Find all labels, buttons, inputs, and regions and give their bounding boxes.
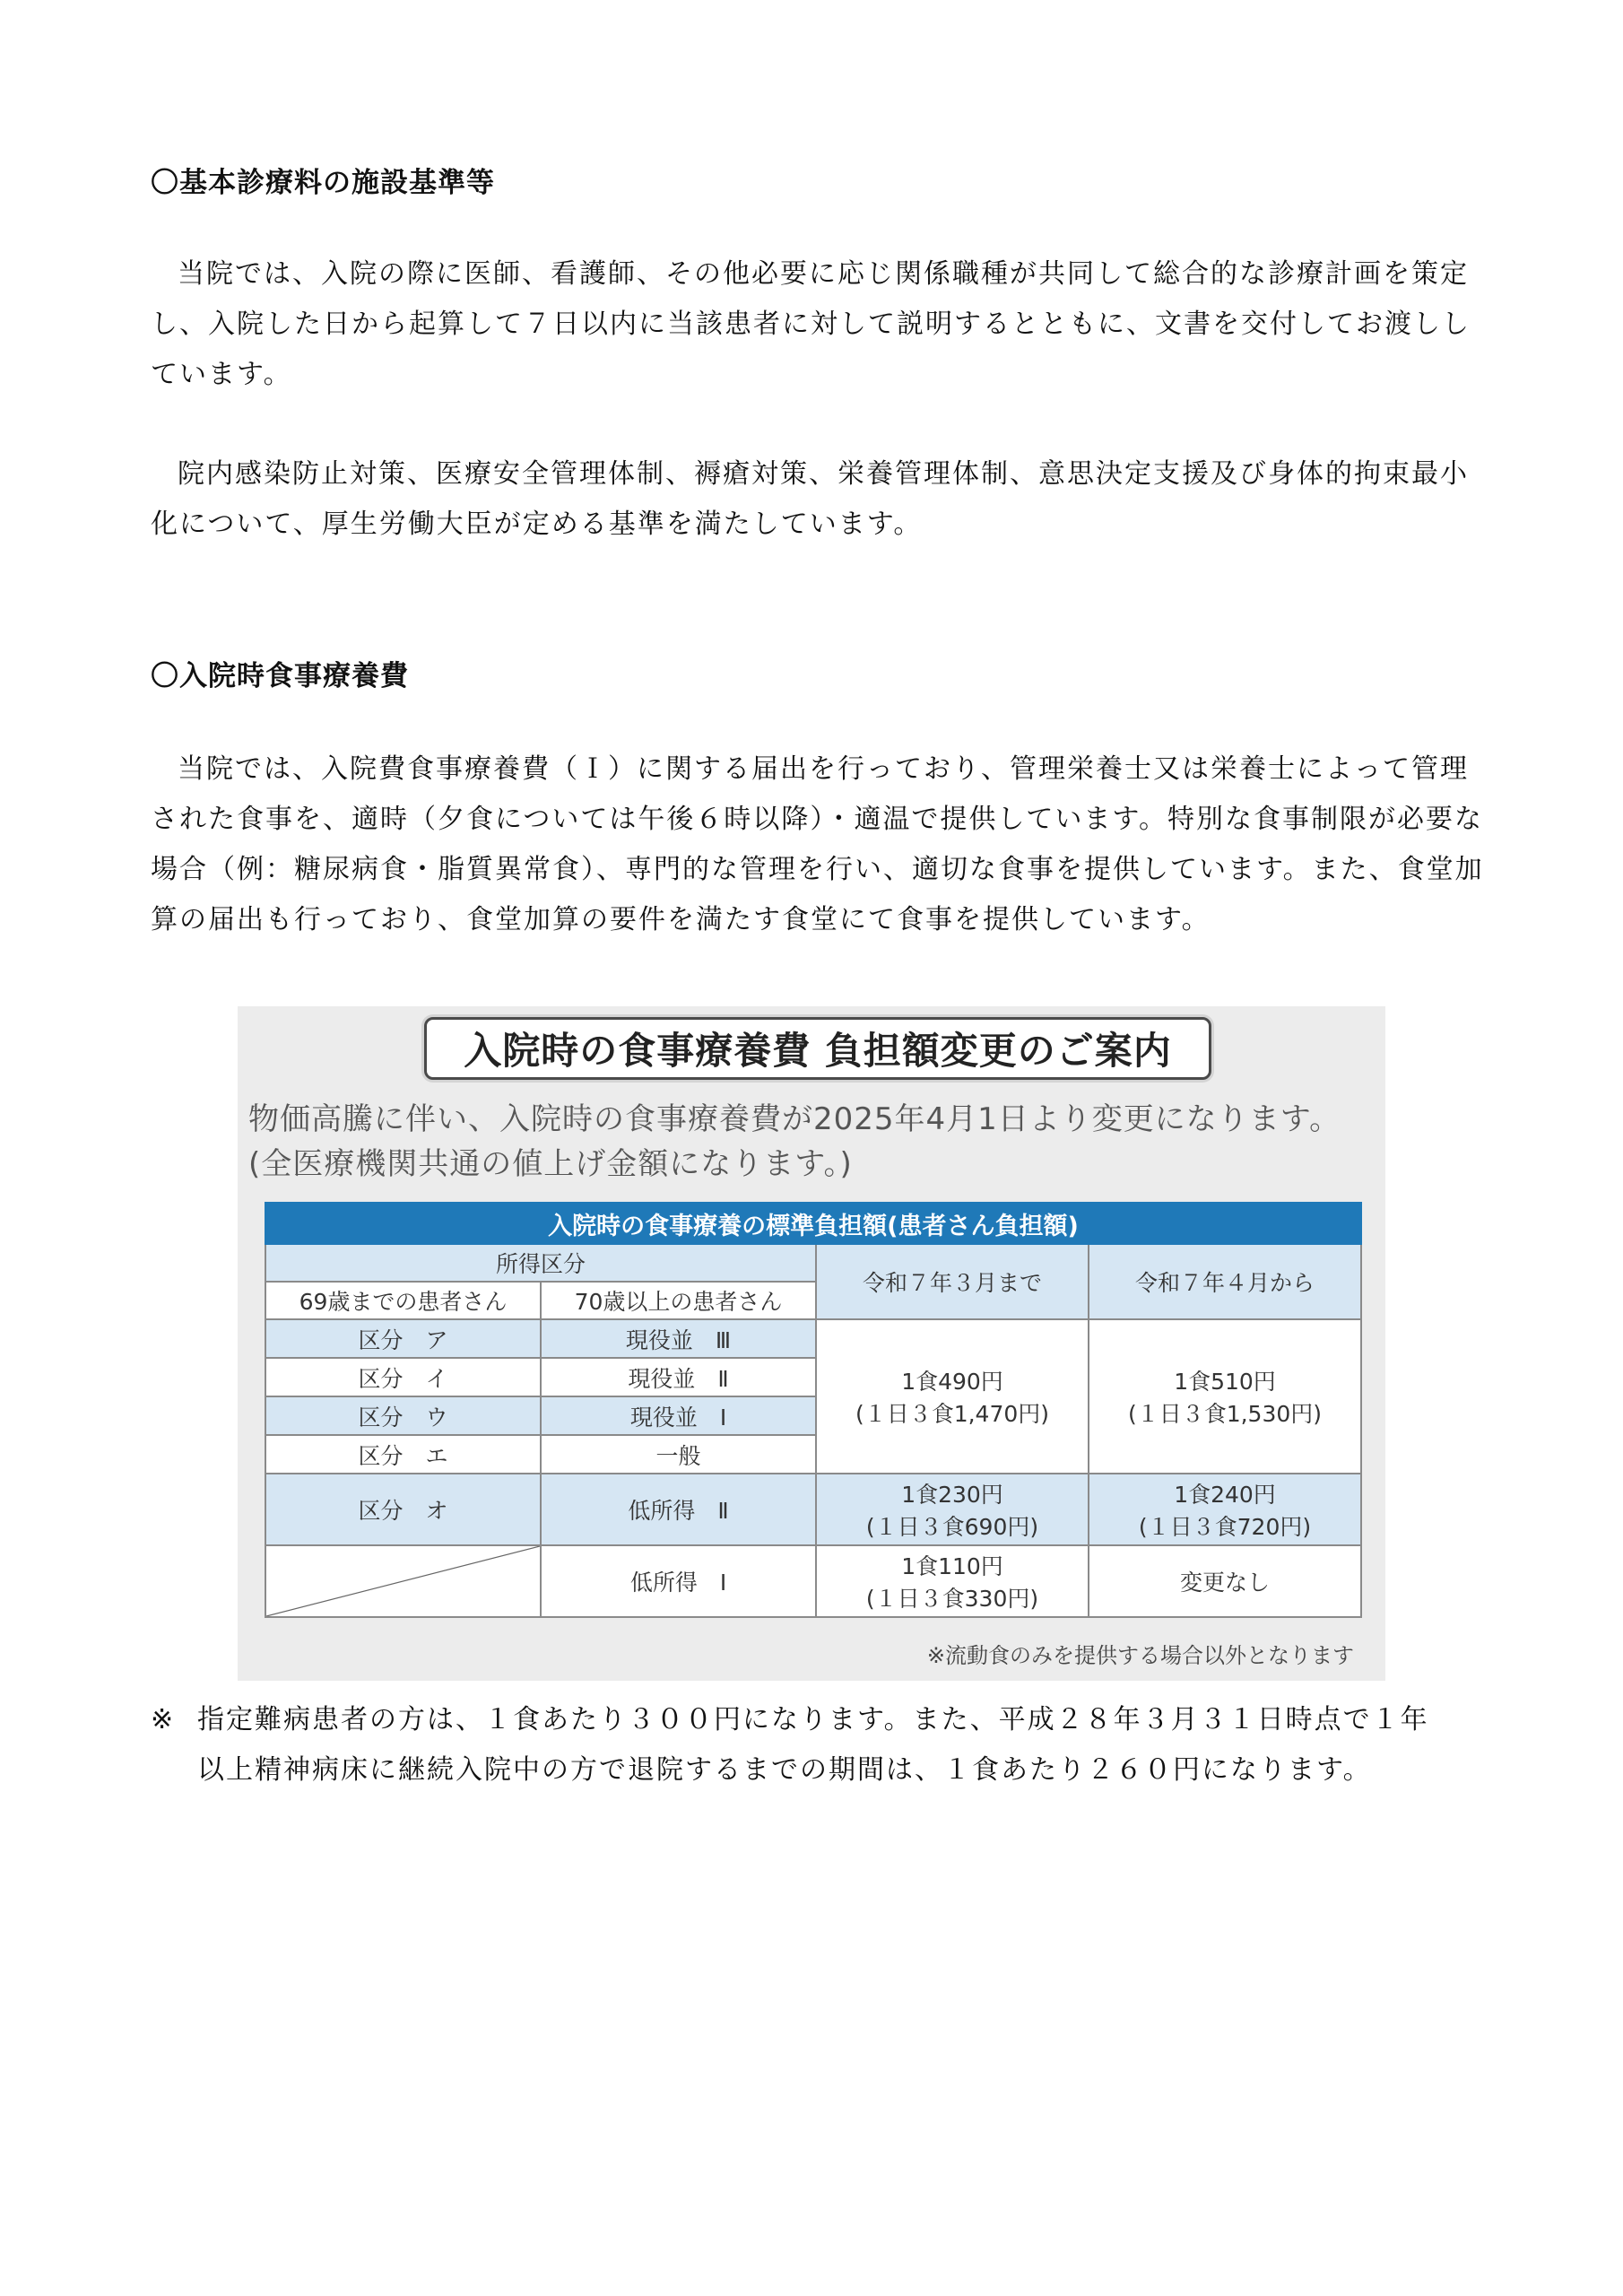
table-row <box>265 1319 1361 1358</box>
fee-change-notice <box>238 1006 1385 1681</box>
text-line: 化について、厚生労働大臣が定める基準を満たしています。 <box>151 509 923 540</box>
table-row <box>265 1545 1361 1617</box>
text-line: し、入院した日から起算して７日以内に当該患者に対して説明するとともに、文書を交付してお渡しし <box>151 309 1471 340</box>
fee-value: 1食510円 <box>1174 1369 1276 1395</box>
row-under69-category: 区分 ウ <box>265 1396 541 1435</box>
table-row <box>265 1474 1361 1545</box>
footnote-line: 以上精神病床に継続入院中の方で退院するまでの期間は、１食あたり２６０円になります。 <box>197 1754 1372 1786</box>
row5-before-cell <box>816 1474 1089 1545</box>
footnote <box>151 1695 1496 1796</box>
after-header: 令和７年４月から <box>1089 1244 1361 1319</box>
row-over70-category: 現役並 Ⅲ <box>541 1319 816 1358</box>
row-over70-category: 現役並 Ⅱ <box>541 1358 816 1396</box>
row-under69-category: 区分 イ <box>265 1358 541 1396</box>
fee-daily-value: (１日３食330円) <box>865 1586 1039 1612</box>
row-over70-category: 一般 <box>541 1435 816 1474</box>
group1-after-cell <box>1089 1319 1361 1474</box>
notice-subtitle-note: (全医療機関共通の値上げ金額になります。) <box>248 1146 853 1182</box>
income-category-header: 所得区分 <box>265 1244 816 1282</box>
fee-daily-value: (１日３食720円) <box>1138 1514 1312 1540</box>
row-under69-category: 区分 ア <box>265 1319 541 1358</box>
fee-daily-value: (１日３食1,530円) <box>1127 1401 1323 1427</box>
fee-daily-value: (１日３食1,470円) <box>855 1401 1050 1427</box>
row-over70-category: 低所得 Ⅱ <box>541 1474 816 1545</box>
fee-table <box>265 1202 1362 1618</box>
before-header: 令和７年３月まで <box>816 1244 1089 1319</box>
footnote-line: 指定難病患者の方は、１食あたり３００円になります。また、平成２８年３月３１日時点で１年 <box>197 1704 1429 1735</box>
fee-daily-value: (１日３食690円) <box>865 1514 1039 1540</box>
fee-value: 1食110円 <box>901 1553 1003 1579</box>
paragraph-care-plan <box>151 249 1487 400</box>
fee-value: 1食230円 <box>901 1482 1003 1508</box>
over70-header: 70歳以上の患者さん <box>541 1282 816 1319</box>
text-line: 場合（例：糖尿病食・脂質異常食）、専門的な管理を行い、適切な食事を提供しています。また、食堂加 <box>151 854 1484 885</box>
text-line: された食事を、適時（夕食については午後６時以降）・適温で提供しています。特別な食事制限が必要な <box>151 804 1483 835</box>
footnote-mark: ※ <box>151 1704 176 1735</box>
text-line: 算の届出も行っており、食堂加算の要件を満たす食堂にて食事を提供しています。 <box>151 904 1211 935</box>
empty-diagonal-cell <box>265 1545 541 1617</box>
section-heading-meal-fees: 〇入院時食事療養費 <box>151 660 409 692</box>
text-line: 院内感染防止対策、医療安全管理体制、褥瘡対策、栄養管理体制、意思決定支援及び身体的拘束最小 <box>178 458 1469 490</box>
text-line: 当院では、入院費食事療養費（Ｉ）に関する届出を行っており、管理栄養士又は栄養士によって管理 <box>178 753 1469 785</box>
row-under69-category: 区分 エ <box>265 1435 541 1474</box>
table-caption: 入院時の食事療養の標準負担額(患者さん負担額) <box>265 1203 1361 1244</box>
text-line: 当院では、入院の際に医師、看護師、その他必要に応じ関係職種が共同して総合的な診療計画を策定 <box>178 258 1469 290</box>
fee-value: 1食240円 <box>1174 1482 1276 1508</box>
text-line: ています。 <box>151 359 292 390</box>
paragraph-meal-service <box>151 744 1487 945</box>
row-over70-category: 低所得 Ⅰ <box>541 1545 816 1617</box>
notice-title: 入院時の食事療養費 負担額変更のご案内 <box>424 1017 1211 1080</box>
diagonal-line <box>266 1546 540 1616</box>
under69-header: 69歳までの患者さん <box>265 1282 541 1319</box>
row-over70-category: 現役並 Ⅰ <box>541 1396 816 1435</box>
row-under69-category: 区分 オ <box>265 1474 541 1545</box>
liquid-diet-note: ※流動食のみを提供する場合以外となります <box>926 1643 1354 1668</box>
row6-before-cell <box>816 1545 1089 1617</box>
group1-before-cell <box>816 1319 1089 1474</box>
row6-after-cell: 変更なし <box>1089 1545 1361 1617</box>
paragraph-standards <box>151 449 1487 550</box>
notice-subtitle: 物価高騰に伴い、入院時の食事療養費が2025年4月1日より変更になります。 <box>248 1101 1341 1137</box>
fee-value: 1食490円 <box>901 1369 1003 1395</box>
row5-after-cell <box>1089 1474 1361 1545</box>
section-heading-basic-fees: 〇基本診療料の施設基準等 <box>151 167 495 199</box>
